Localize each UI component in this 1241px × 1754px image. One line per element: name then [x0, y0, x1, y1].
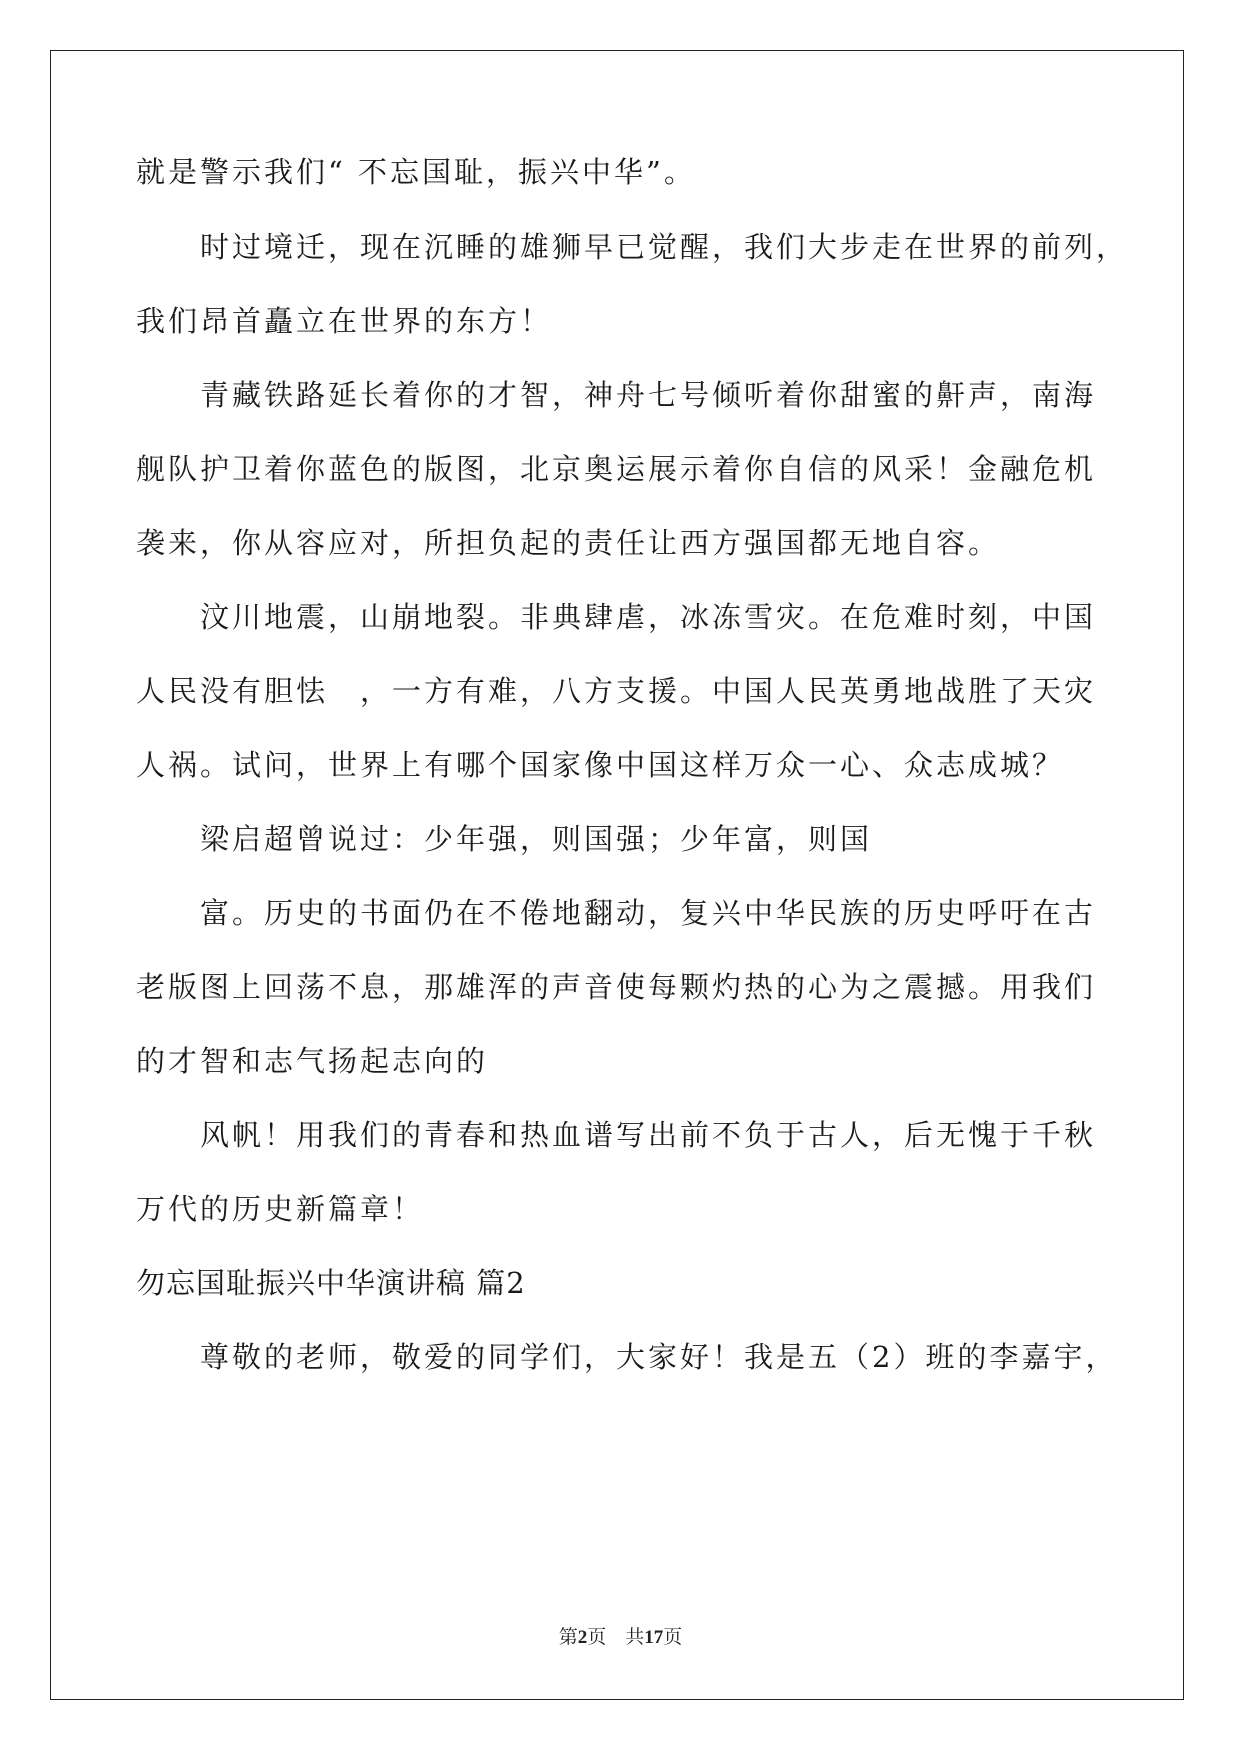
- text-line: 袭来，你从容应对，所担负起的责任让西方强国都无地自容。: [136, 526, 1001, 560]
- text-line: 汶川地震，山崩地裂。非典肆虐，冰冻雪灾。在危难时刻，中国: [136, 600, 1097, 634]
- text-line: 梁启超曾说过：少年强，则国强；少年富，则国: [136, 822, 873, 856]
- footer-prefix: 第: [558, 1627, 578, 1648]
- footer-page-number: 2: [577, 1627, 588, 1648]
- text-line: 我们昂首矗立在世界的东方！: [136, 304, 553, 338]
- text-line: 时过境迁，现在沉睡的雄狮早已觉醒，我们大步走在世界的前列，: [136, 230, 1129, 264]
- text-line: 就是警示我们“ 不忘国耻，振兴中华”。: [136, 155, 696, 189]
- text-line: 的才智和志气扬起志向的: [136, 1044, 489, 1078]
- text-line: 富。历史的书面仍在不倦地翻动，复兴中华民族的历史呼吁在古: [136, 896, 1097, 930]
- page-border: [50, 50, 1184, 1700]
- footer-total-pages: 17: [644, 1627, 664, 1648]
- section-heading: 勿忘国耻振兴中华演讲稿 篇2: [136, 1266, 526, 1300]
- text-line: 尊敬的老师，敬爱的同学们，大家好！我是五（2）班的李嘉宇，: [136, 1340, 1118, 1374]
- text-line: 青藏铁路延长着你的才智，神舟七号倾听着你甜蜜的鼾声，南海: [136, 378, 1097, 412]
- text-line: 风帆！用我们的青春和热血谱写出前不负于古人，后无愧于千秋: [136, 1118, 1097, 1152]
- text-line: 万代的历史新篇章！: [136, 1192, 425, 1226]
- text-line: 人民没有胆怯 ，一方有难，八方支援。中国人民英勇地战胜了天灾: [136, 674, 1097, 708]
- footer-suffix: 页: [663, 1627, 683, 1648]
- text-line: 人祸。试问，世界上有哪个国家像中国这样万众一心、众志成城？: [136, 748, 1065, 782]
- text-line: 老版图上回荡不息，那雄浑的声音使每颗灼热的心为之震撼。用我们: [136, 970, 1097, 1004]
- text-line: 舰队护卫着你蓝色的版图，北京奥运展示着你自信的风采！金融危机: [136, 452, 1097, 486]
- page-footer: [0, 1622, 1241, 1649]
- footer-middle: 页 共: [587, 1627, 645, 1648]
